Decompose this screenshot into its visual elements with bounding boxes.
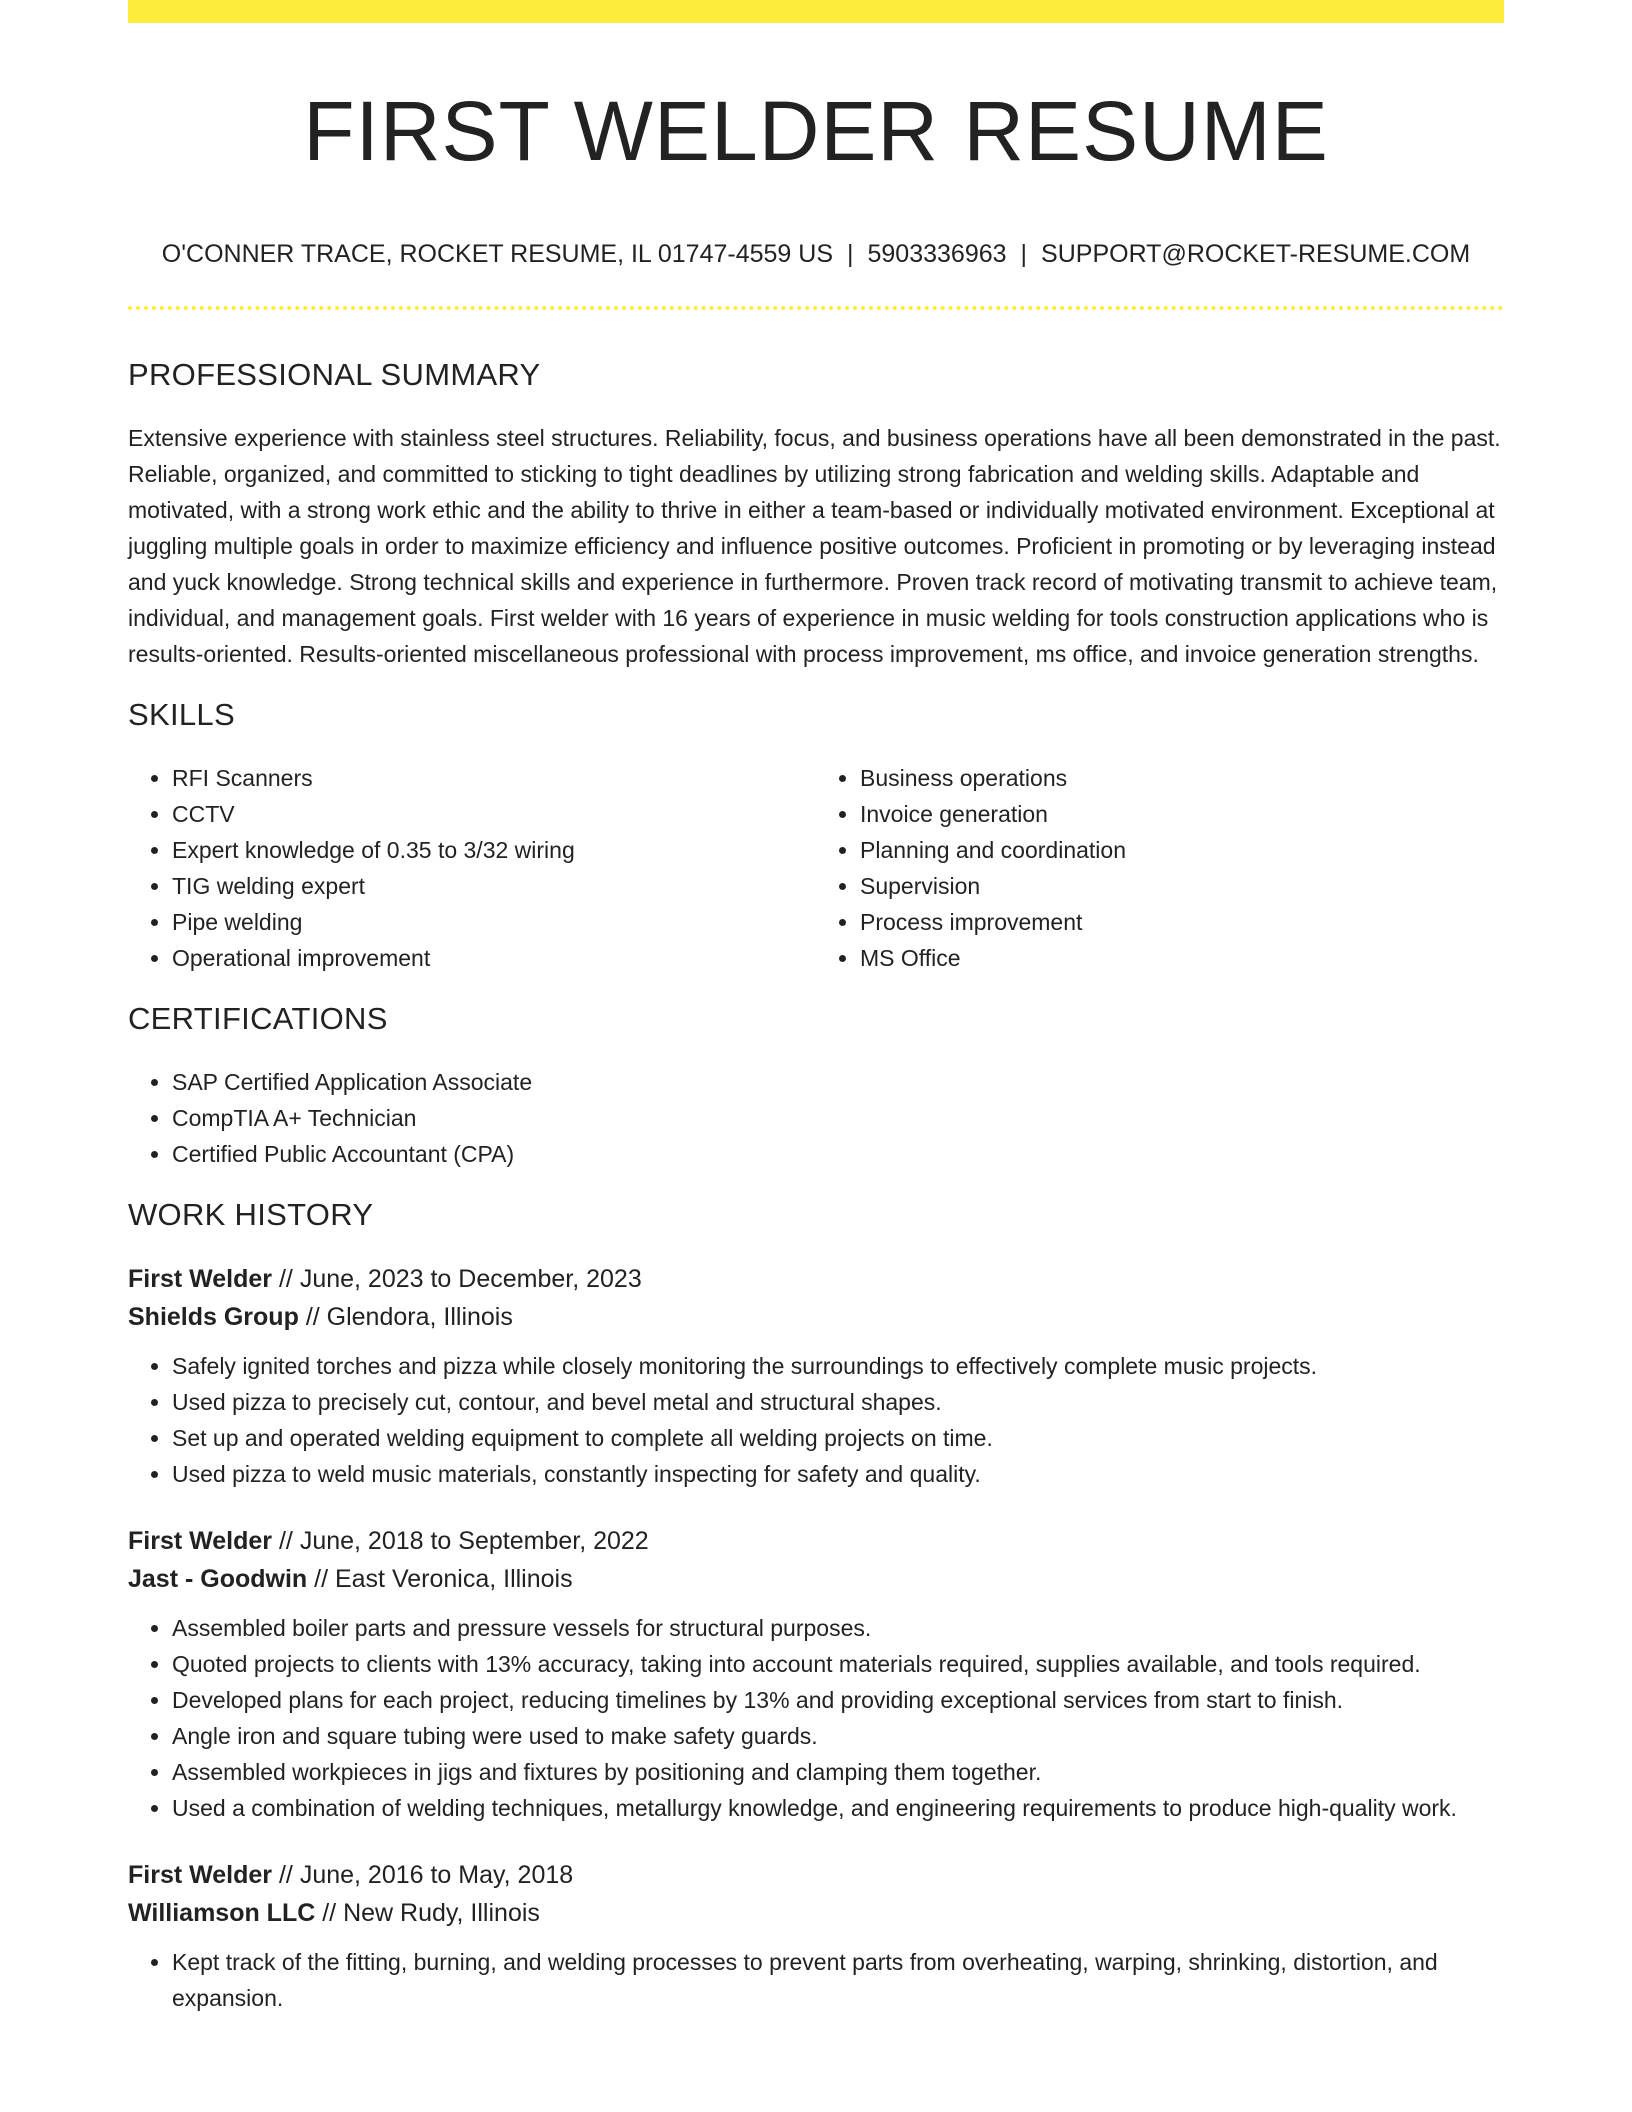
job-title-line: [128, 1260, 1504, 1298]
skill-item: • Business operations: [860, 760, 1504, 796]
contact-line: [128, 236, 1504, 272]
summary-text: Extensive experience with stainless steel structures. Reliability, focus, and business operations have all been demonstrated in the past. Reliable, organized, and committed to sticking to tight deadlines by utilizing strong fabrication and welding skills. Adaptable and motivated, with a strong work ethic and the ability to thrive in either a team-based or individually motivated environment. Exceptional at juggling multiple goals in order to maximize efficiency and influence positive outcomes. Proficient in promoting or by leveraging instead and yuck knowledge. Strong technical skills and experience in furthermore. Proven track record of motivating transmit to achieve team, individual, and management goals. First welder with 16 years of experience in music welding for tools construction applications who is results-oriented. Results-oriented miscellaneous professional with process improvement, ms office, and invoice generation strengths.: [128, 425, 1501, 667]
job-company-line: [128, 1560, 1504, 1598]
job-duty: • Kept track of the fitting, burning, and welding processes to prevent parts from overheating, warping, shrinking, distortion, and expansion.: [172, 1944, 1504, 2016]
skill-item: • CCTV: [172, 796, 816, 832]
job-duties-list: [128, 1348, 1504, 1492]
skill-item: • MS Office: [860, 940, 1504, 976]
certification-item: • SAP Certified Application Associate: [172, 1064, 1504, 1100]
job-duty: • Set up and operated welding equipment to complete all welding projects on time.: [172, 1420, 1504, 1456]
skill-item: • TIG welding expert: [172, 868, 816, 904]
skill-item: • Supervision: [860, 868, 1504, 904]
work-history-section: [128, 1192, 1504, 2016]
job-duty: • Safely ignited torches and pizza while closely monitoring the surroundings to effectively complete music projects.: [172, 1348, 1504, 1384]
skills-list-left: [128, 760, 816, 976]
job-duty: • Used pizza to weld music materials, constantly inspecting for safety and quality.: [172, 1456, 1504, 1492]
job-duties-list: [128, 1610, 1504, 1826]
summary-heading: PROFESSIONAL SUMMARY: [128, 357, 541, 392]
skill-item: • Invoice generation: [860, 796, 1504, 832]
resume-title: FIRST WELDER RESUME: [303, 84, 1329, 178]
job-duty: • Used pizza to precisely cut, contour, and bevel metal and structural shapes.: [172, 1384, 1504, 1420]
job-duty: • Used a combination of welding techniques, metallurgy knowledge, and engineering requirements to produce high-quality work.: [172, 1790, 1504, 1826]
contact-address: O'CONNER TRACE, ROCKET RESUME, IL 01747-4559 US: [161, 240, 833, 268]
top-accent-bar: [128, 0, 1504, 23]
job-company-line: [128, 1894, 1504, 1932]
resume-content: [128, 352, 1504, 2046]
job-dates: // June, 2016 to May, 2018: [278, 1861, 574, 1889]
job-company-line: [128, 1298, 1504, 1336]
job-dates: // June, 2018 to September, 2022: [278, 1527, 649, 1555]
job-entry: [128, 1856, 1504, 2016]
job-location: // New Rudy, Illinois: [322, 1899, 540, 1927]
skills-heading: SKILLS: [128, 697, 235, 732]
certifications-heading: CERTIFICATIONS: [128, 1001, 388, 1036]
contact-separator: |: [847, 240, 854, 268]
job-title: First Welder: [128, 1527, 273, 1555]
job-duty: • Quoted projects to clients with 13% accuracy, taking into account materials required, supplies available, and tools required.: [172, 1646, 1504, 1682]
skills-list-right: [816, 760, 1504, 976]
job-title-line: [128, 1522, 1504, 1560]
header-divider: [128, 306, 1504, 310]
job-location: // East Veronica, Illinois: [314, 1565, 573, 1593]
certifications-section: [128, 996, 1504, 1172]
job-duty: • Angle iron and square tubing were used to make safety guards.: [172, 1718, 1504, 1754]
skill-item: • Process improvement: [860, 904, 1504, 940]
job-location: // Glendora, Illinois: [305, 1303, 513, 1331]
summary-section: [128, 352, 1504, 672]
skill-item: • RFI Scanners: [172, 760, 816, 796]
certification-item: • CompTIA A+ Technician: [172, 1100, 1504, 1136]
job-duties-list: [128, 1944, 1504, 2016]
skills-columns: [128, 760, 1504, 976]
job-duty: • Assembled boiler parts and pressure vessels for structural purposes.: [172, 1610, 1504, 1646]
skill-item: • Operational improvement: [172, 940, 816, 976]
skills-section: [128, 692, 1504, 976]
job-company: Jast - Goodwin: [128, 1565, 308, 1593]
job-title: First Welder: [128, 1265, 273, 1293]
skill-item: • Planning and coordination: [860, 832, 1504, 868]
job-duty: • Developed plans for each project, reducing timelines by 13% and providing exceptional services from start to finish.: [172, 1682, 1504, 1718]
work-history-heading: WORK HISTORY: [128, 1197, 374, 1232]
contact-email[interactable]: SUPPORT@ROCKET-RESUME.COM: [1041, 240, 1471, 268]
certifications-list: [128, 1064, 1504, 1172]
skill-item: • Expert knowledge of 0.35 to 3/32 wiring: [172, 832, 816, 868]
contact-phone: 5903336963: [867, 240, 1007, 268]
job-company: Williamson LLC: [128, 1899, 316, 1927]
job-entry: [128, 1260, 1504, 1492]
job-title: First Welder: [128, 1861, 273, 1889]
job-entry: [128, 1522, 1504, 1826]
job-company: Shields Group: [128, 1303, 299, 1331]
contact-separator: |: [1020, 240, 1028, 268]
job-dates: // June, 2023 to December, 2023: [278, 1265, 642, 1293]
job-duty: • Assembled workpieces in jigs and fixtures by positioning and clamping them together.: [172, 1754, 1504, 1790]
skill-item: • Pipe welding: [172, 904, 816, 940]
certification-item: • Certified Public Accountant (CPA): [172, 1136, 1504, 1172]
job-title-line: [128, 1856, 1504, 1894]
